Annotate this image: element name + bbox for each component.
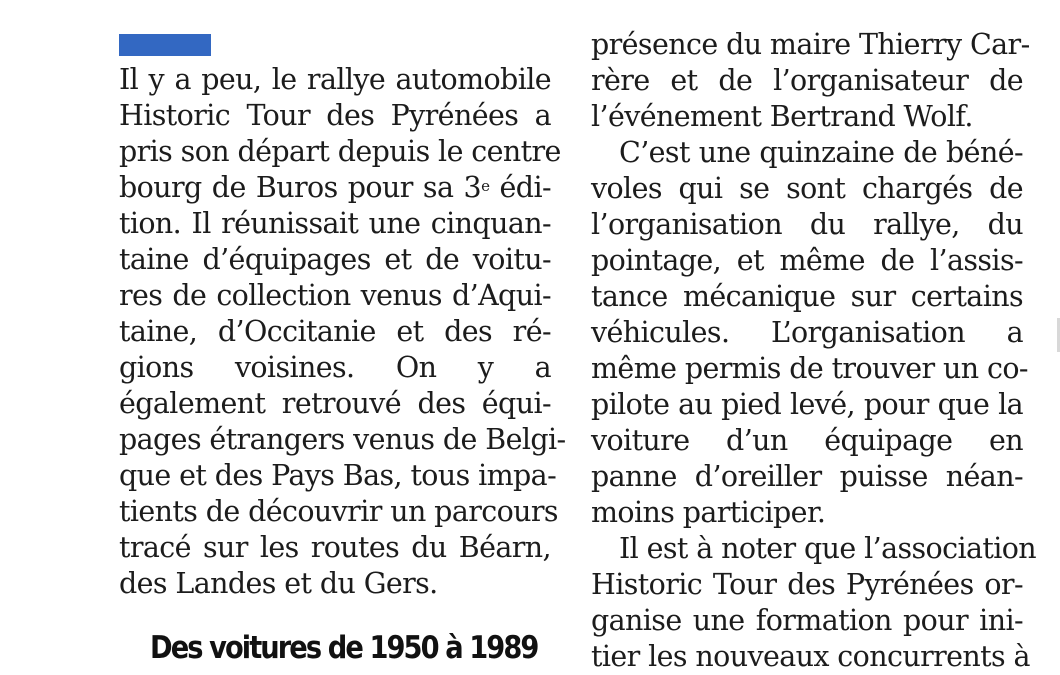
text-line: véhicules. L’organisation a [591,316,1023,349]
text-line: C’est une quinzaine de béné- [619,136,1023,169]
text-line: pris son départ depuis le centre [119,135,561,168]
text-line: tracé sur les routes du Béarn, [119,531,551,564]
text-line: également retrouvé des équi- [119,387,551,420]
text-line: Historic Tour des Pyrénées or- [591,568,1023,601]
left-column [119,62,566,602]
text-line: voiture d’un équipage en [591,424,1023,457]
text-line: Il y a peu, le rallye automobile [119,63,551,96]
section-subheading: Des voitures de 1950 à 1989 [150,630,538,666]
text-line: même permis de trouver un co- [591,352,1028,385]
text-line: tier les nouveaux concurrents à [591,640,1030,673]
text-fragment: bourg de Buros pour sa 3 [119,171,482,204]
text-line: que et des Pays Bas, tous impa- [119,459,557,492]
text-line: gions voisines. On y a [119,351,551,384]
section-accent-bar [119,34,211,56]
text-line: l’événement Bertrand Wolf. [591,100,973,133]
text-line: Il est à noter que l’association [619,532,1037,565]
text-line: taine d’équipages et de voitu- [119,243,551,276]
right-column [591,27,1037,675]
text-line: tients de découvrir un parcours [119,495,558,528]
text-line: tance mécanique sur certains [591,280,1023,313]
text-line: tion. Il réunissait une cinquan- [119,207,551,240]
text-line: des Landes et du Gers. [119,567,438,600]
text-line: moins participer. [591,496,826,529]
text-line: pages étrangers venus de Belgi- [119,423,566,456]
text-line: présence du maire Thierry Car- [591,28,1030,61]
text-fragment: édi- [489,171,551,204]
text-line: Historic Tour des Pyrénées a [119,99,551,132]
text-line: l’organisation du rallye, du [591,208,1023,241]
text-line: res de collection venus d’Aqui- [119,279,551,312]
text-line: panne d’oreiller puisse néan- [591,460,1023,493]
text-line: voles qui se sont chargés de [591,172,1023,205]
text-line: pointage, et même de l’assis- [591,244,1023,277]
text-line: taine, d’Occitanie et des ré- [119,315,551,348]
text-line: pilote au pied levé, pour que la [591,388,1023,421]
text-line: rère et de l’organisateur de [591,64,1023,97]
text-line: ganise une formation pour ini- [591,604,1023,637]
text-line [119,170,551,206]
ordinal-superscript: e [481,177,490,195]
